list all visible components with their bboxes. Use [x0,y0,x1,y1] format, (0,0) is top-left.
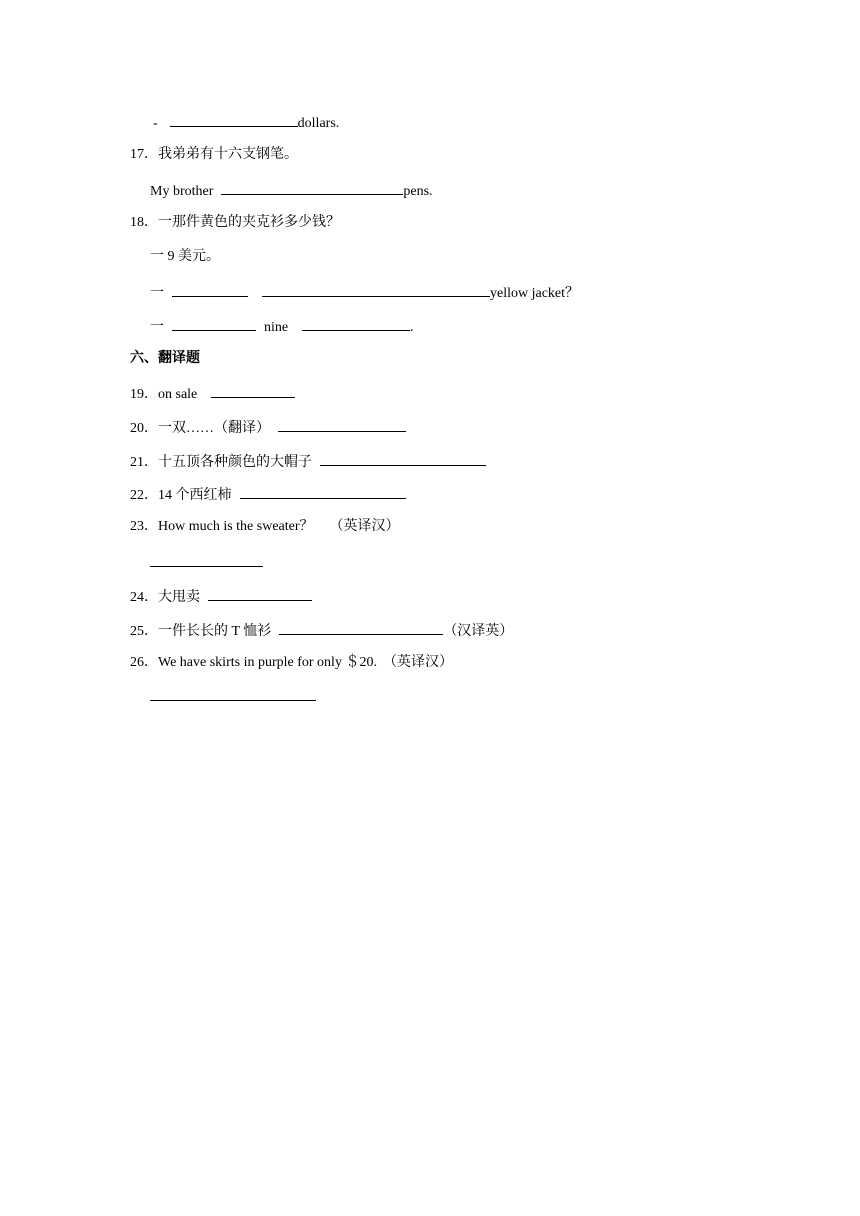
answer-blank[interactable] [150,566,263,567]
dash: 一 [150,320,164,335]
question-note: （英译汉） [382,655,453,670]
question-number: 25． [130,624,158,639]
question-text: 我弟弟有十六支钢笔。 [158,147,298,162]
answer-blank[interactable] [150,700,316,701]
answer-blank[interactable] [170,112,298,127]
question-18-answer-prompt [150,248,220,266]
question-number: 18． [130,215,158,230]
question-19 [130,383,295,401]
question-text: 一那件黄色的夹克衫多少钱？ [158,215,340,230]
yellow-jacket-text: yellow jacket？ [490,286,580,301]
question-24 [130,586,312,604]
answer-blank[interactable] [279,620,443,635]
q16-answer-line [153,112,339,130]
question-text: 一双……（翻译） [158,421,270,436]
question-text: 十五顶各种颜色的大帽子 [158,455,312,470]
answer-blank[interactable] [278,417,406,432]
answer-prompt-text: 一 9 美元。 [150,249,220,264]
question-number: 24． [130,590,158,605]
question-number: 26． [130,655,158,670]
answer-blank[interactable] [172,316,256,331]
question-number: 19． [130,387,158,402]
answer-blank[interactable] [240,484,406,499]
answer-blank[interactable] [302,316,410,331]
answer-blank[interactable] [320,451,486,466]
answer-blank[interactable] [262,282,490,297]
question-text: on sale [158,387,198,402]
answer-blank[interactable] [172,282,248,297]
answer-blank[interactable] [221,180,403,195]
question-20 [130,417,406,435]
question-note: （汉译英） [443,624,514,639]
my-brother-text: My brother [150,184,214,199]
question-18-answer-line [150,316,414,334]
question-17 [130,146,298,164]
question-text: How much is the sweater？ [158,519,314,534]
question-number: 21． [130,455,158,470]
dollars-text: dollars. [297,116,340,131]
question-23 [130,518,400,536]
question-number: 17． [130,147,158,162]
pens-text: pens. [403,184,433,199]
question-25 [130,620,513,638]
question-text: 大甩卖 [158,590,200,605]
question-17-english [150,180,433,198]
question-text: 14 个西红柿 [158,488,232,503]
question-number: 22． [130,488,158,503]
question-18-question-line [150,282,579,300]
question-number: 20． [130,421,158,436]
question-26 [130,654,453,672]
nine-text: nine [264,320,289,335]
period-text: . [410,320,414,335]
section-heading: 六、翻译题 [130,350,200,366]
dash: - [153,116,158,131]
question-22 [130,484,406,502]
question-note: （英译汉） [329,519,400,534]
answer-blank[interactable] [211,383,295,398]
question-text: 一件长长的 T 恤衫 [158,624,272,639]
question-number: 23． [130,519,158,534]
question-18 [130,214,340,232]
question-21 [130,451,486,469]
question-text: We have skirts in purple for only ＄20. [158,655,377,670]
dash: 一 [150,286,164,301]
answer-blank[interactable] [208,586,312,601]
